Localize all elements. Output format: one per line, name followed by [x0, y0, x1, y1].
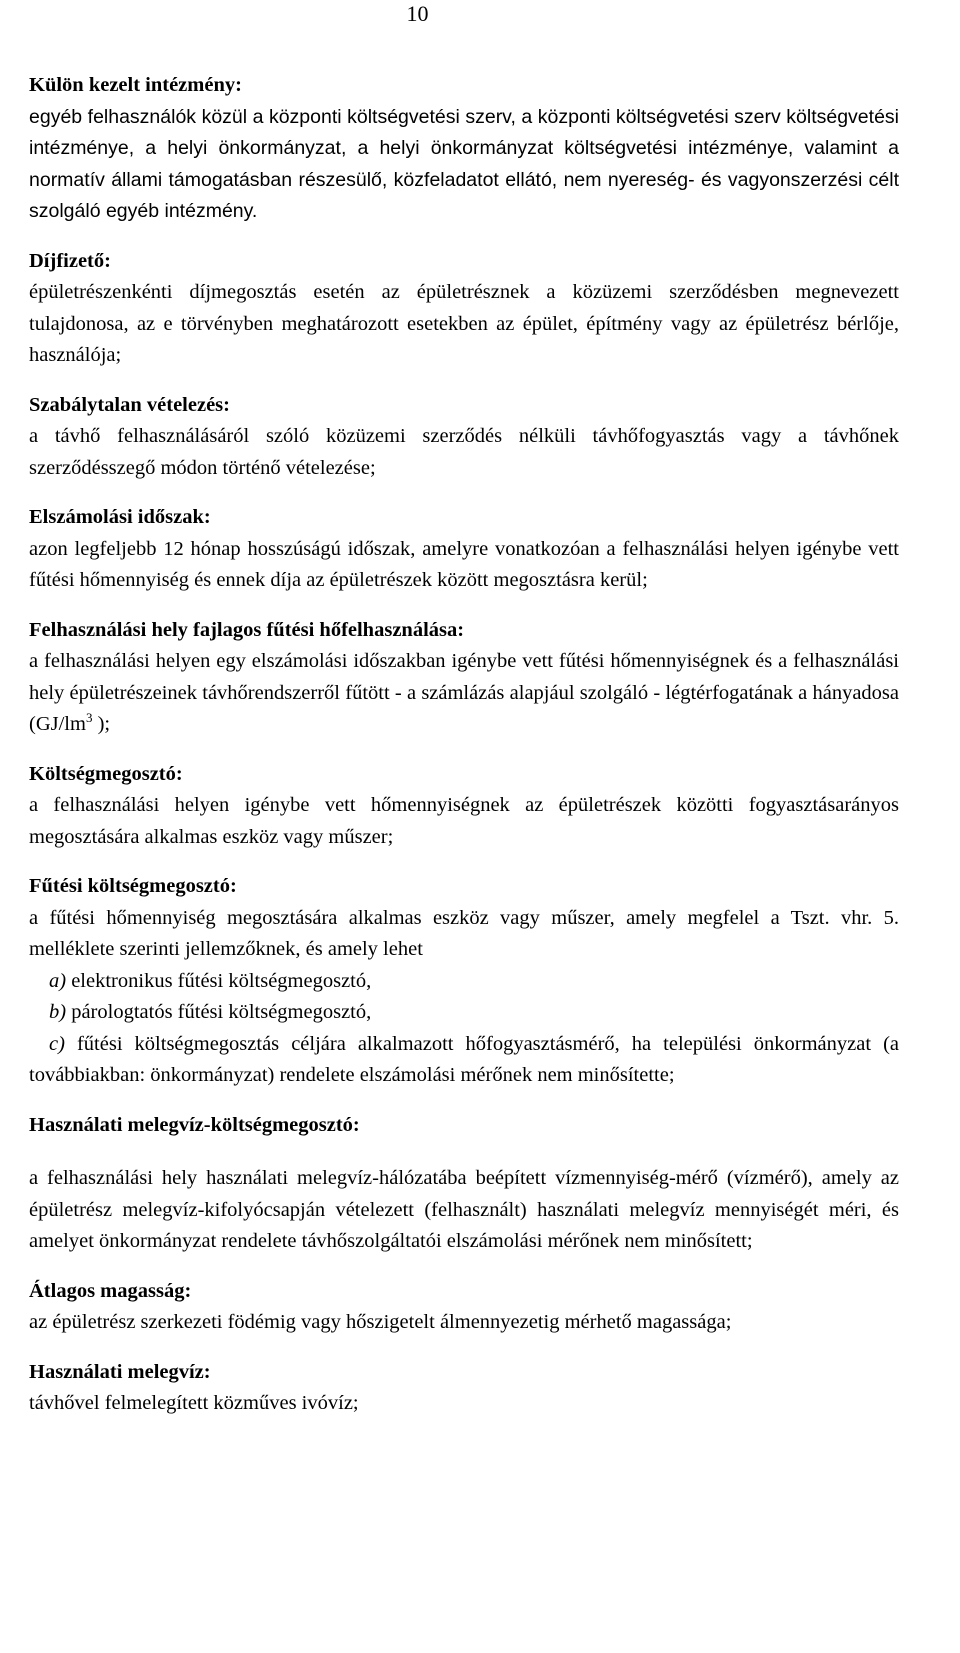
definition-text-main: a felhasználási helyen egy elszámolási időszakban igénybe vett fűtési hőmennyiségnek és a felhasználási hely épületrészeinek távhőrendszerről fűtött - a számlázás alapjául szolgáló - légtérfogatának a hányadosa (GJ/lm — [29, 650, 899, 735]
definition-text: az épületrész szerkezeti födémig vagy hőszigetelt álmennyezetig mérhető magassága; — [29, 1311, 732, 1333]
definition-term: Átlagos magasság: — [29, 1279, 192, 1302]
definition-term: Használati melegvíz: — [29, 1360, 211, 1383]
definition-term: Külön kezelt intézmény: — [29, 74, 242, 96]
definition-szabalytalan-vetelezes — [29, 390, 899, 485]
definition-fajlagos-futesi-hofelhasznalas — [29, 615, 899, 741]
definition-text: épületrészenkénti díjmegosztás esetén az épületrésznek a közüzemi szerződésben megnevezett tulajdonosa, az e törvényben meghatározott esetekben az épület, építmény vagy az épületrész bérlője, használója; — [29, 281, 899, 366]
definition-text: a felhasználási hely használati melegvíz-hálózatába beépített vízmennyiség-mérő (vízmérő), amely az épületrész melegvíz-kifolyócsapján vételezett (felhasznált) használati melegvíz mennyiségét méri, és amelyet önkormányzat rendelete távhőszolgáltatói elszámolási mérőnek nem minősített; — [29, 1167, 899, 1252]
definition-term: Használati melegvíz-költségmegosztó: — [29, 1113, 360, 1136]
document-body — [29, 70, 899, 1438]
list-text: elektronikus fűtési költségmegosztó, — [66, 969, 372, 992]
definition-futesi-koltsegmegoszto — [29, 871, 899, 1092]
list-item — [29, 997, 899, 1029]
list-marker: a) — [49, 969, 67, 992]
definition-melegviz-koltsegmegoszto — [29, 1110, 899, 1258]
list-marker: b) — [49, 1001, 67, 1023]
definition-text: egyéb felhasználók közül a központi költségvetési szerv, a központi költségvetési szerv költségvetési intézménye, a helyi önkormányzat, a helyi önkormányzat költségvetési intézménye, valamint a normatív állami támogatásban részesülő, közfeladatot ellátó, nem nyereség- és vagyonszerzési célt szolgáló egyéb intézmény. — [29, 105, 899, 222]
definition-text — [29, 646, 899, 741]
definition-atlagos-magassag — [29, 1276, 899, 1339]
definition-text: távhővel felmelegített közműves ivóvíz; — [29, 1392, 359, 1414]
list-text: párologtatós fűtési költségmegosztó, — [66, 1001, 372, 1023]
definition-term: Szabálytalan vételezés: — [29, 393, 230, 416]
list-item — [29, 1029, 899, 1092]
page-number: 10 — [406, 1, 429, 26]
superscript: 3 — [85, 710, 93, 726]
definition-term: Költségmegosztó: — [29, 762, 183, 785]
definition-hasznalati-melegviz — [29, 1357, 899, 1420]
definition-text: a fűtési hőmennyiség megosztására alkalmas eszköz vagy műszer, amely megfelel a Tszt. vhr. 5. melléklete szerinti jellemzőknek, és amely lehet — [29, 906, 899, 960]
definition-text-tail: ); — [92, 713, 111, 735]
list-text: fűtési költségmegosztás céljára alkalmazott hőfogyasztásmérő, ha települési önkormányzat (a továbbiakban: önkormányzat) rendelete elszámolási mérőnek nem minősítette; — [29, 1032, 899, 1086]
definition-kulon-kezelt-intezmeny — [29, 70, 899, 228]
definition-text: a távhő felhasználásáról szóló közüzemi szerződés nélküli távhőfogyasztás vagy a távhőnek szerződésszegő módon történő vételezése; — [29, 425, 899, 479]
definition-text: a felhasználási helyen igénybe vett hőmennyiségnek az épületrészek közötti fogyasztásarányos megosztására alkalmas eszköz vagy műszer; — [29, 794, 899, 848]
definition-term: Elszámolási időszak: — [29, 506, 211, 528]
list-marker: c) — [49, 1032, 65, 1055]
definition-dijfizeto — [29, 246, 899, 372]
definition-elszamolasi-idoszak — [29, 502, 899, 597]
definition-term: Fűtési költségmegosztó: — [29, 875, 237, 897]
definition-term: Díjfizető: — [29, 249, 111, 272]
definition-text: azon legfeljebb 12 hónap hosszúságú időszak, amelyre vonatkozóan a felhasználási helyen igénybe vett fűtési hőmennyiség és ennek díja az épületrészek között megosztásra kerül; — [29, 537, 899, 591]
list-item — [29, 966, 899, 998]
definition-term: Felhasználási hely fajlagos fűtési hőfelhasználása: — [29, 618, 465, 641]
definition-koltsegmegoszto — [29, 759, 899, 854]
